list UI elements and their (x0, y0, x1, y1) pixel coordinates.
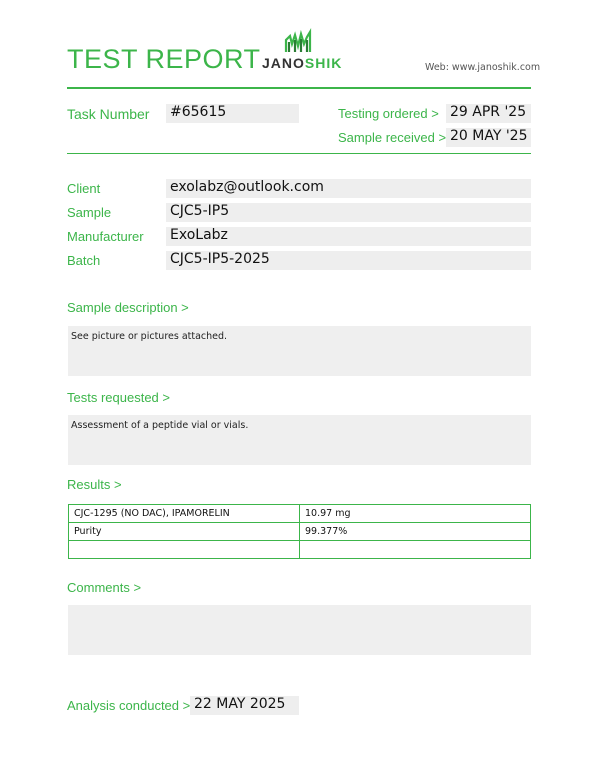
result-value-cell (300, 541, 531, 559)
report-title: TEST REPORT (67, 44, 261, 74)
sample-received-label: Sample received > (338, 130, 447, 145)
result-name-cell: Purity (69, 523, 300, 541)
analysis-conducted-value: 22 MAY 2025 (190, 696, 299, 715)
header-rule (67, 87, 531, 89)
manufacturer-label: Manufacturer (67, 229, 144, 244)
comments-box (68, 605, 531, 655)
tests-requested-box: Assessment of a peptide vial or vials. (68, 415, 531, 465)
testing-ordered-value: 29 APR '25 (446, 104, 531, 123)
batch-value: CJC5-IP5-2025 (166, 251, 531, 270)
tests-requested-label: Tests requested > (67, 390, 170, 405)
result-value-cell: 99.377% (300, 523, 531, 541)
results-label: Results > (67, 477, 122, 492)
sample-label: Sample (67, 205, 112, 220)
client-label: Client (67, 181, 101, 196)
sample-description-box: See picture or pictures attached. (68, 326, 531, 376)
brand-wordmark (262, 55, 342, 71)
table-row (69, 505, 531, 523)
result-name-cell (69, 541, 300, 559)
batch-label: Batch (67, 253, 101, 268)
website-link[interactable]: Web: www.janoshik.com (425, 62, 541, 73)
analysis-conducted-label: Analysis conducted > (67, 698, 191, 713)
table-row (69, 523, 531, 541)
client-value: exolabz@outlook.com (166, 179, 531, 198)
manufacturer-value: ExoLabz (166, 227, 531, 246)
brand-part-1: JANO (262, 55, 305, 71)
result-value-cell: 10.97 mg (300, 505, 531, 523)
brand-part-2: SHIK (304, 55, 343, 71)
task-number-label: Task Number (67, 106, 150, 122)
results-table (68, 504, 531, 559)
task-number-value: #65615 (166, 104, 299, 123)
table-row (69, 541, 531, 559)
sample-description-label: Sample description > (67, 300, 189, 315)
section-rule (67, 153, 531, 154)
testing-ordered-label: Testing ordered > (338, 106, 439, 121)
sample-received-value: 20 MAY '25 (446, 128, 531, 147)
comments-label: Comments > (67, 580, 142, 595)
result-name-cell: CJC-1295 (NO DAC), IPAMORELIN (69, 505, 300, 523)
sample-value: CJC5-IP5 (166, 203, 531, 222)
